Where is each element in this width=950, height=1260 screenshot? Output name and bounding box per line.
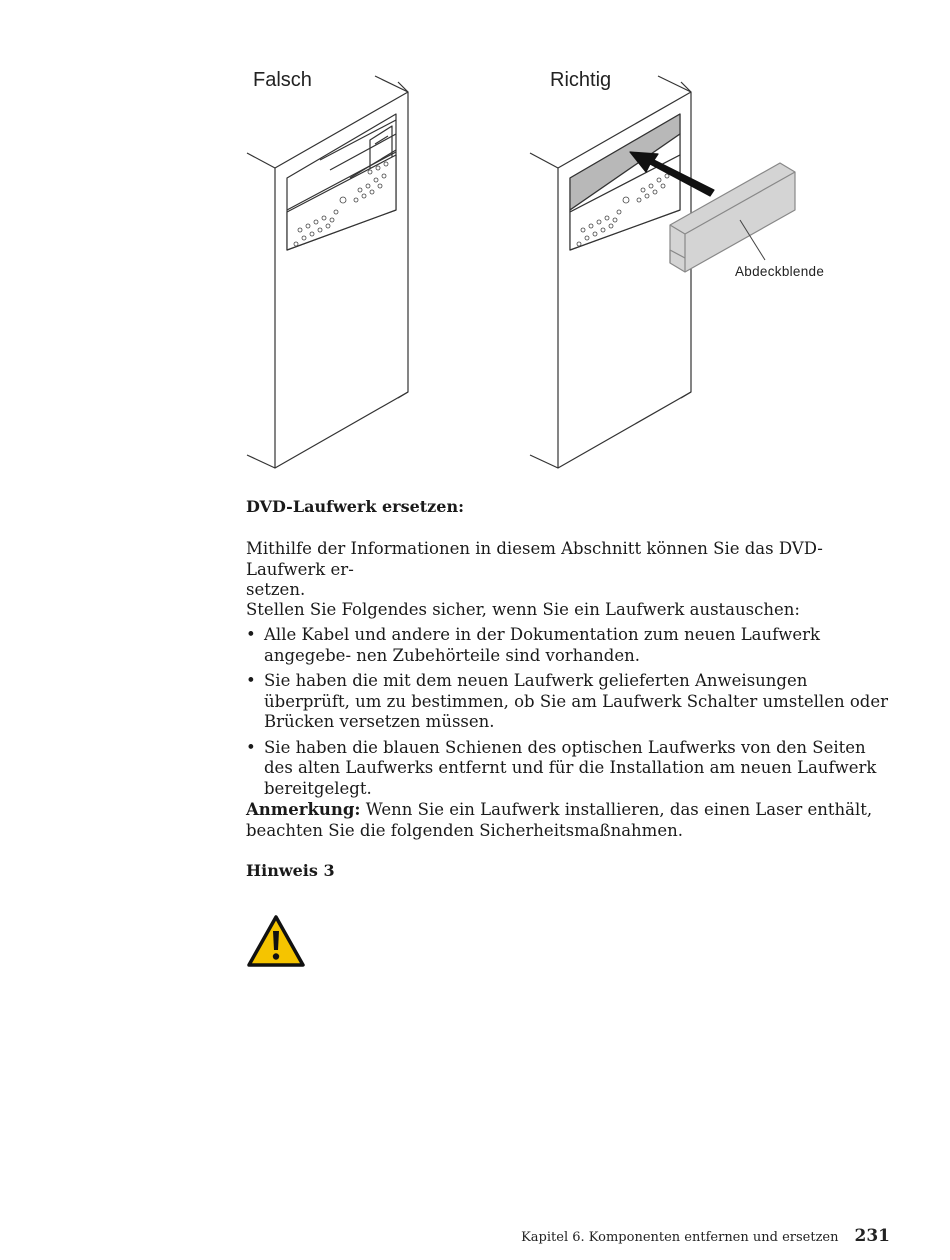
- requirements-list: [246, 625, 896, 804]
- footer-chapter: Kapitel 6. Komponenten entfernen und ersetzen: [521, 1230, 839, 1245]
- hint-heading: Hinweis 3: [246, 861, 335, 880]
- tower-right: [530, 76, 795, 468]
- figure-callout-cover: Abdeckblende: [735, 264, 825, 279]
- figure-drawing: [230, 60, 850, 480]
- figure-drive-cover: [230, 60, 850, 480]
- lead-paragraph: Stellen Sie Folgendes sicher, wenn Sie ein Laufwerk austauschen:: [246, 600, 800, 619]
- note-text: Wenn Sie ein Laufwerk installieren, das einen Laser enthält, beachten Sie die folgenden Sicherheitsmaßnahmen.: [246, 800, 873, 840]
- figure-label-wrong: Falsch: [253, 69, 312, 91]
- intro-paragraph: [246, 539, 896, 601]
- intro-line-1: Mithilfe der Informationen in diesem Abschnitt können Sie das DVD-Laufwerk er-: [246, 539, 823, 579]
- list-item: • Sie haben die blauen Schienen des optischen Laufwerks von den Seiten des alten Laufwerks entfernt und für die Installation am neuen Laufwerk bereitgelegt.: [246, 738, 896, 800]
- warning-triangle-icon: [246, 914, 306, 968]
- note-paragraph: [246, 800, 896, 841]
- tower-wrong: [247, 76, 408, 468]
- page-number: 231: [854, 1226, 890, 1246]
- list-item: • Alle Kabel und andere in der Dokumentation zum neuen Laufwerk angegebe- nen Zubehörteile sind vorhanden.: [246, 625, 896, 666]
- page-footer: [521, 1226, 890, 1246]
- intro-line-2: setzen.: [246, 580, 306, 599]
- list-item: • Sie haben die mit dem neuen Laufwerk gelieferten Anweisungen überprüft, um zu bestimmen, ob Sie am Laufwerk Schalter umstellen oder Brücken versetzen müssen.: [246, 671, 896, 733]
- section-heading: DVD-Laufwerk ersetzen:: [246, 497, 464, 516]
- figure-label-right: Richtig: [550, 69, 612, 91]
- note-label: Anmerkung:: [246, 800, 361, 819]
